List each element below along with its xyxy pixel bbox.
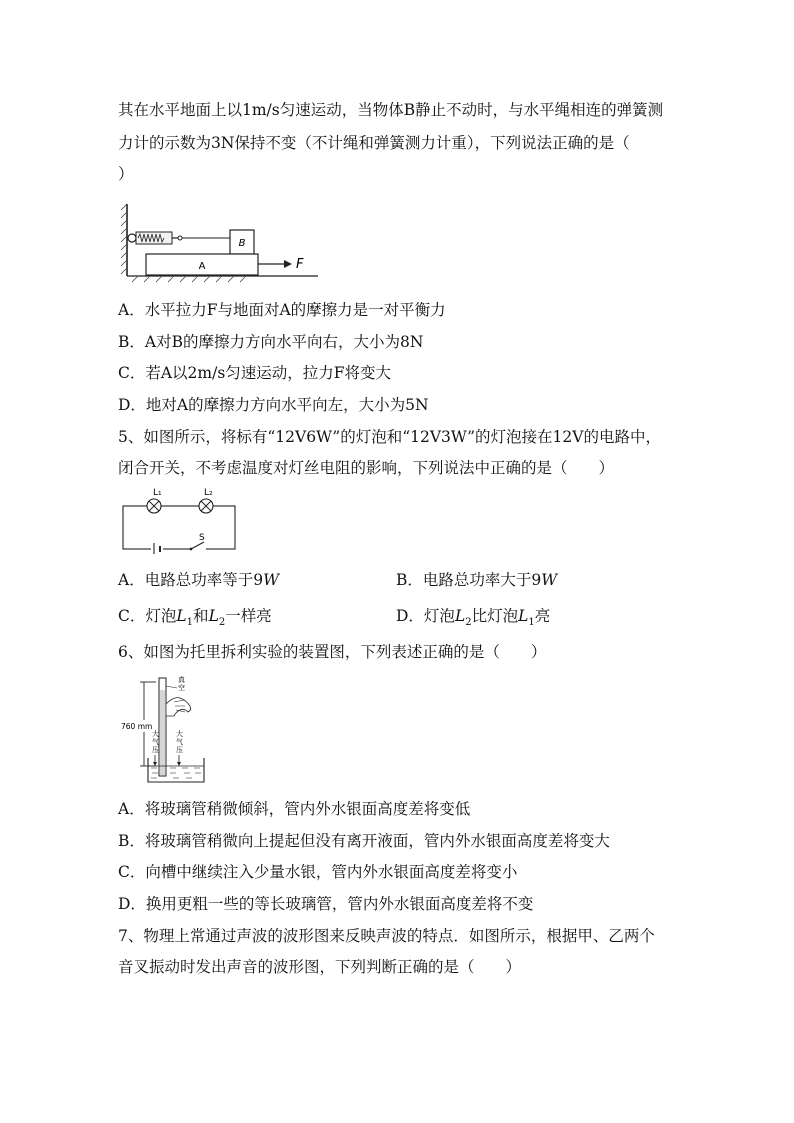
q7-stem-line-2: 音叉振动时发出声音的波形图，下列判断正确的是（ ） [118,958,522,976]
q4-option-c: C．若A以2m/s匀速运动，拉力F将变大 [118,364,392,382]
q4-option-d: D．地对A的摩擦力方向水平向左，大小为5N [118,396,429,414]
vacuum-label-1: 真 [178,676,185,684]
q4-stem-line-3: ） [118,165,134,183]
lamp-l2-label: L₂ [204,488,213,498]
height-label: 760 mm [121,722,153,731]
force-label: F [296,257,304,272]
q4-figure-spring-blocks [118,200,328,284]
switch-label: S [199,533,205,543]
atm-left-3: 压 [152,746,159,754]
q4-option-b: B．A对B的摩擦力方向水平向右，大小为8N [118,333,424,351]
q6-stem-line-1: 6、如图为托里拆利实验的装置图，下列表述正确的是（ ） [118,643,547,661]
q5-option-a: A．电路总功率等于9W [118,571,279,589]
atm-left-1: 大 [152,730,159,738]
atm-right-1: 大 [176,730,183,738]
q6-option-a: A．将玻璃管稍微倾斜，管内外水银面高度差将变低 [118,800,471,818]
atm-right-2: 气 [176,738,183,746]
atm-left-2: 气 [152,738,159,746]
q6-option-d: D．换用更粗一些的等长玻璃管，管内外水银面高度差将不变 [118,895,534,913]
q5-option-b: B．电路总功率大于9W [396,571,558,589]
q5-stem-line-2: 闭合开关，不考虑温度对灯丝电阻的影响，下列说法中正确的是（ ） [118,459,615,477]
q6-figure-torricelli [118,672,210,788]
atm-right-3: 压 [176,746,183,754]
block-a-label: A [198,261,206,272]
block-b-label: B [238,238,246,249]
lamp-l1-label: L₁ [153,488,162,498]
q7-stem-line-1: 7、物理上常通过声波的波形图来反映声波的特点．如图所示，根据甲、乙两个 [118,927,655,945]
q5-option-c: C．灯泡$L_1$和$L_2$一样亮 [118,607,272,629]
vacuum-label-2: 空 [178,684,185,692]
q4-stem-line-2: 力计的示数为3N保持不变（不计绳和弹簧测力计重），下列说法正确的是（ [118,134,630,152]
q4-option-a: A．水平拉力F与地面对A的摩擦力是一对平衡力 [118,301,446,319]
q5-stem-line-1: 5、如图所示，将标有“12V6W”的灯泡和“12V3W”的灯泡接在12V的电路中， [118,428,661,446]
q5-option-d: D．灯泡$L_2$比灯泡$L_1$亮 [396,607,551,629]
q5-figure-circuit [118,484,240,554]
q6-option-b: B．将玻璃管稍微向上提起但没有离开液面，管内外水银面高度差将变大 [118,832,610,850]
q6-option-c: C．向槽中继续注入少量水银，管内外水银面高度差将变小 [118,863,518,881]
q4-stem-line-1: 其在水平地面上以1m/s匀速运动，当物体B静止不动时，与水平绳相连的弹簧测 [118,101,664,119]
